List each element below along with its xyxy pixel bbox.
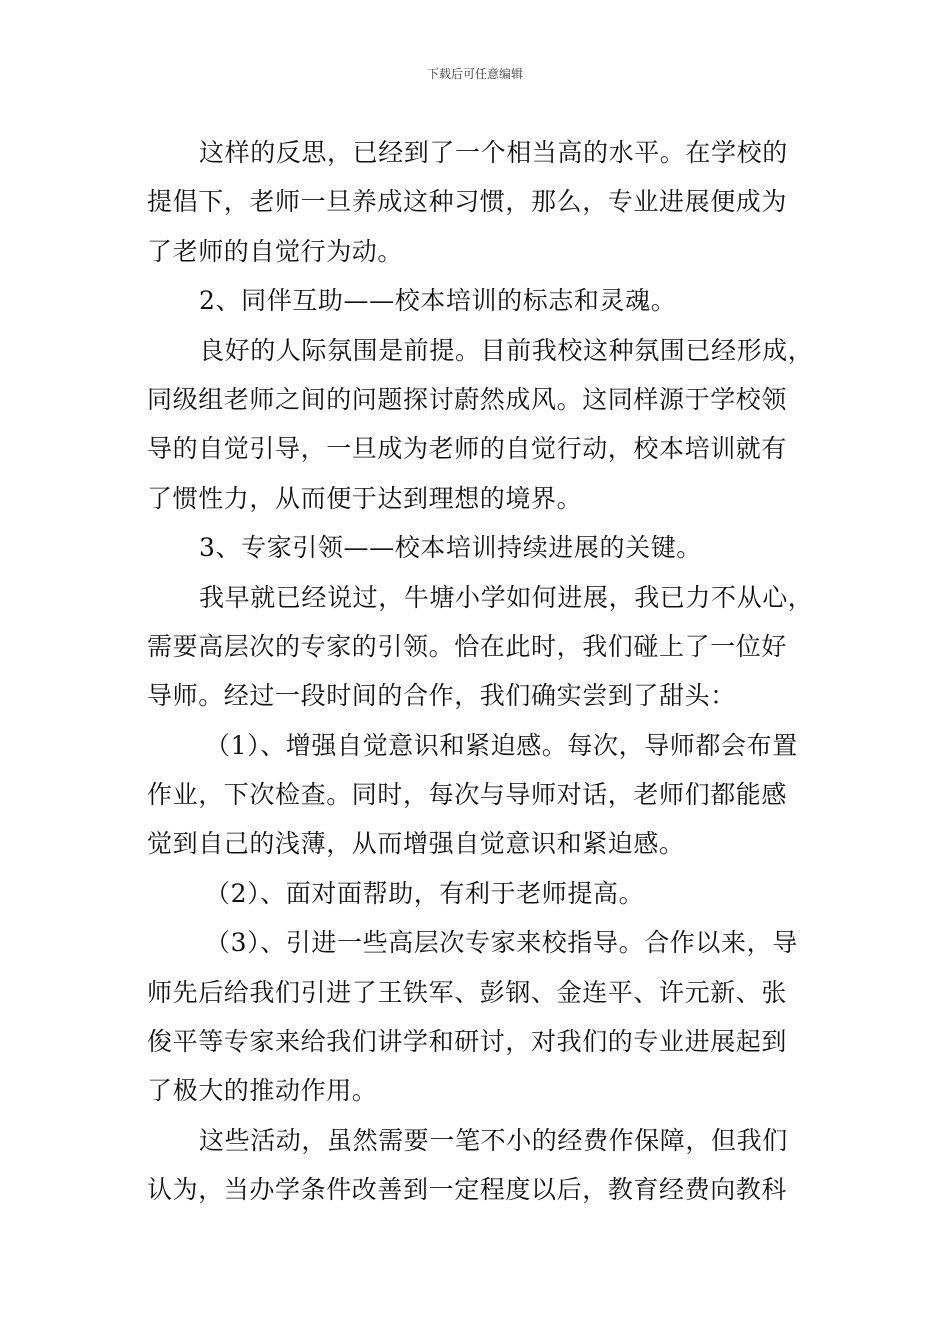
text-line: 需要高层次的专家的引领。恰在此时，我们碰上了一位好 [147, 631, 788, 661]
text-line: 认为，当办学条件改善到一定程度以后，教育经费向教科 [147, 1175, 788, 1205]
page-header: 下载后可任意编辑 [426, 67, 523, 81]
text-line: 了极大的推动作用。 [147, 1076, 378, 1106]
text-line: 我早就已经说过，牛塘小学如何进展，我已力不从心， [199, 582, 814, 612]
text-line: （1）、增强自觉意识和紧迫感。每次，导师都会布置 [205, 730, 798, 760]
text-line: 2、同伴互助——校本培训的标志和灵魂。 [199, 286, 677, 316]
text-line: 同级组老师之间的问题探讨蔚然成风。这同样源于学校领 [147, 384, 788, 414]
text-line: 提倡下，老师一旦养成这种习惯，那么，专业进展便成为 [147, 187, 788, 217]
text-line: 俊平等专家来给我们讲学和研讨，对我们的专业进展起到 [147, 1027, 788, 1057]
text-line: 3、专家引领——校本培训持续进展的关键。 [199, 533, 702, 563]
text-line: 觉到自己的浅薄，从而增强自觉意识和紧迫感。 [147, 829, 685, 859]
text-line: 良好的人际氛围是前提。目前我校这种氛围已经形成， [199, 335, 814, 365]
text-line: 作业，下次检查。同时，每次与导师对话，老师们都能感 [147, 780, 788, 810]
text-line: 导的自觉引导，一旦成为老师的自觉行动，校本培训就有 [147, 434, 788, 464]
text-line: 了老师的自觉行为动。 [147, 236, 404, 266]
text-line: 这些活动，虽然需要一笔不小的经费作保障，但我们 [199, 1125, 788, 1155]
text-line: （3）、引进一些高层次专家来校指导。合作以来，导 [205, 928, 798, 958]
text-line: 导师。经过一段时间的合作，我们确实尝到了甜头： [147, 681, 736, 711]
text-line: 师先后给我们引进了王铁军、彭钢、金连平、许元新、张 [147, 977, 788, 1007]
text-line: （2）、面对面帮助，有利于老师提高。 [205, 878, 645, 908]
text-line: 这样的反思，已经到了一个相当高的水平。在学校的 [199, 138, 788, 167]
text-line: 了惯性力，从而便于达到理想的境界。 [147, 483, 583, 513]
document-body [147, 128, 814, 1215]
